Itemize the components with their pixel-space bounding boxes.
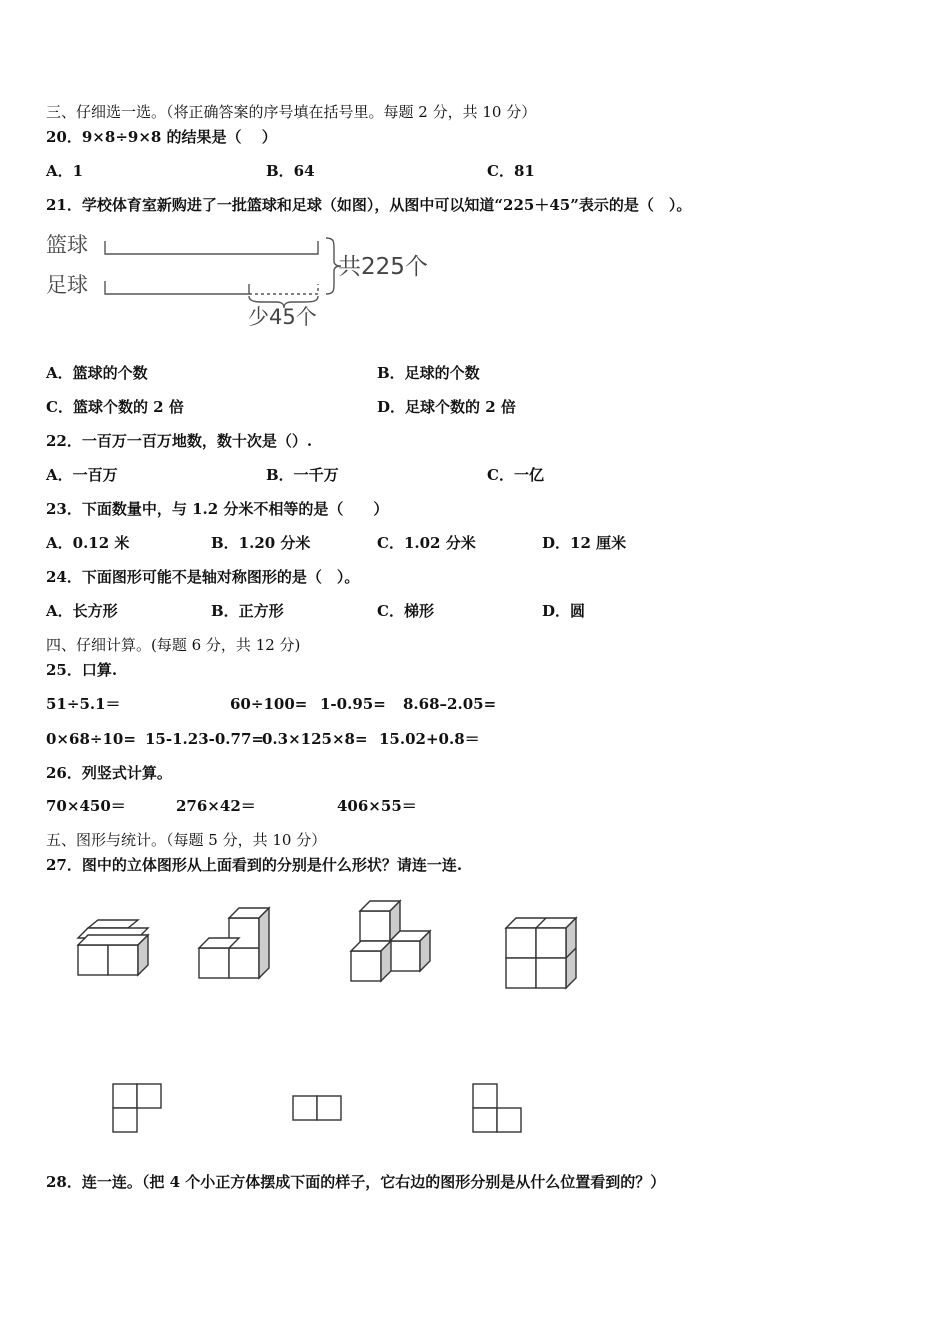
q26-stem: 26．列竖式计算。: [46, 764, 172, 782]
q22-option-c: C．一亿: [487, 466, 544, 484]
q25-item: 15-1.23-0.77=: [145, 730, 264, 748]
q25-item: 0.3×125×8=: [262, 730, 368, 748]
q25-item: 0×68÷10=: [46, 730, 136, 748]
q25-item: 51÷5.1＝: [46, 695, 121, 713]
q21-option-a: A．篮球的个数: [46, 364, 148, 382]
q23-option-b: B．1.20 分米: [211, 534, 311, 552]
q27-solid-figure-4: [500, 912, 585, 992]
q26-item: 276×42＝: [176, 797, 256, 815]
q26-item: 406×55＝: [337, 797, 417, 815]
q25-item: 60÷100=: [230, 695, 308, 713]
q23-option-a: A．0.12 米: [46, 534, 130, 552]
q21-total-label: 共225个: [338, 254, 428, 280]
q23-option-d: D．12 厘米: [542, 534, 627, 552]
q24-option-d: D．圆: [542, 602, 586, 620]
q21-football-label: 足球: [46, 273, 88, 297]
q21-difference-dashed: [249, 284, 318, 294]
q25-item: 8.68–2.05=: [403, 695, 497, 713]
section-3-title: 三、仔细选一选。（将正确答案的序号填在括号里。每题 2 分，共 10 分）: [46, 103, 537, 121]
q27-solid-figure-1: [70, 920, 160, 990]
q21-less-label: 少45个: [248, 305, 317, 329]
q21-option-d: D．足球个数的 2 倍: [377, 398, 516, 416]
q24-stem: 24．下面图形可能不是轴对称图形的是（ ）。: [46, 568, 360, 586]
q21-basketball-bar: [105, 241, 318, 254]
q23-option-c: C．1.02 分米: [377, 534, 476, 552]
q25-item: 1-0.95=: [320, 695, 386, 713]
section-5-title: 五、图形与统计。（每题 5 分，共 10 分）: [46, 831, 327, 849]
q21-football-bar: [105, 281, 249, 294]
q27-solid-figure-3: [345, 898, 440, 988]
q25-stem: 25．口算.: [46, 661, 118, 679]
q27-stem: 27．图中的立体图形从上面看到的分别是什么形状？请连一连.: [46, 856, 463, 874]
q26-item: 70×450＝: [46, 797, 126, 815]
q20-stem: 20．9×8÷9×8 的结果是（ ）: [46, 128, 277, 146]
q28-stem: 28．连一连。（把 4 个小正方体摆成下面的样子，它右边的图形分别是从什么位置看到的？）: [46, 1173, 666, 1191]
q27-top-view-1: [112, 1083, 162, 1133]
q24-option-c: C．梯形: [377, 602, 434, 620]
q24-option-a: A．长方形: [46, 602, 118, 620]
q27-top-view-3: [472, 1083, 522, 1133]
q20-option-a: A．1: [46, 162, 84, 180]
q25-item: 15.02+0.8＝: [379, 730, 480, 748]
section-4-title: 四、仔细计算。(每题 6 分，共 12 分): [46, 636, 301, 654]
q22-option-b: B．一千万: [266, 466, 339, 484]
q21-bar-diagram: [44, 228, 444, 332]
q21-option-c: C．篮球个数的 2 倍: [46, 398, 184, 416]
q24-option-b: B．正方形: [211, 602, 284, 620]
q27-top-view-2: [292, 1095, 342, 1121]
q20-option-c: C．81: [487, 162, 535, 180]
q22-option-a: A．一百万: [46, 466, 118, 484]
q21-option-b: B．足球的个数: [377, 364, 480, 382]
q21-stem: 21．学校体育室新购进了一批篮球和足球（如图），从图中可以知道“225＋45”表示的是（ ）。: [46, 196, 692, 214]
q20-option-b: B．64: [266, 162, 315, 180]
q27-solid-figure-2: [195, 905, 285, 990]
q23-stem: 23．下面数量中，与 1.2 分米不相等的是（ ）: [46, 500, 389, 518]
q22-stem: 22．一百万一百万地数，数十次是（）.: [46, 432, 313, 450]
q21-basketball-label: 篮球: [46, 233, 88, 257]
